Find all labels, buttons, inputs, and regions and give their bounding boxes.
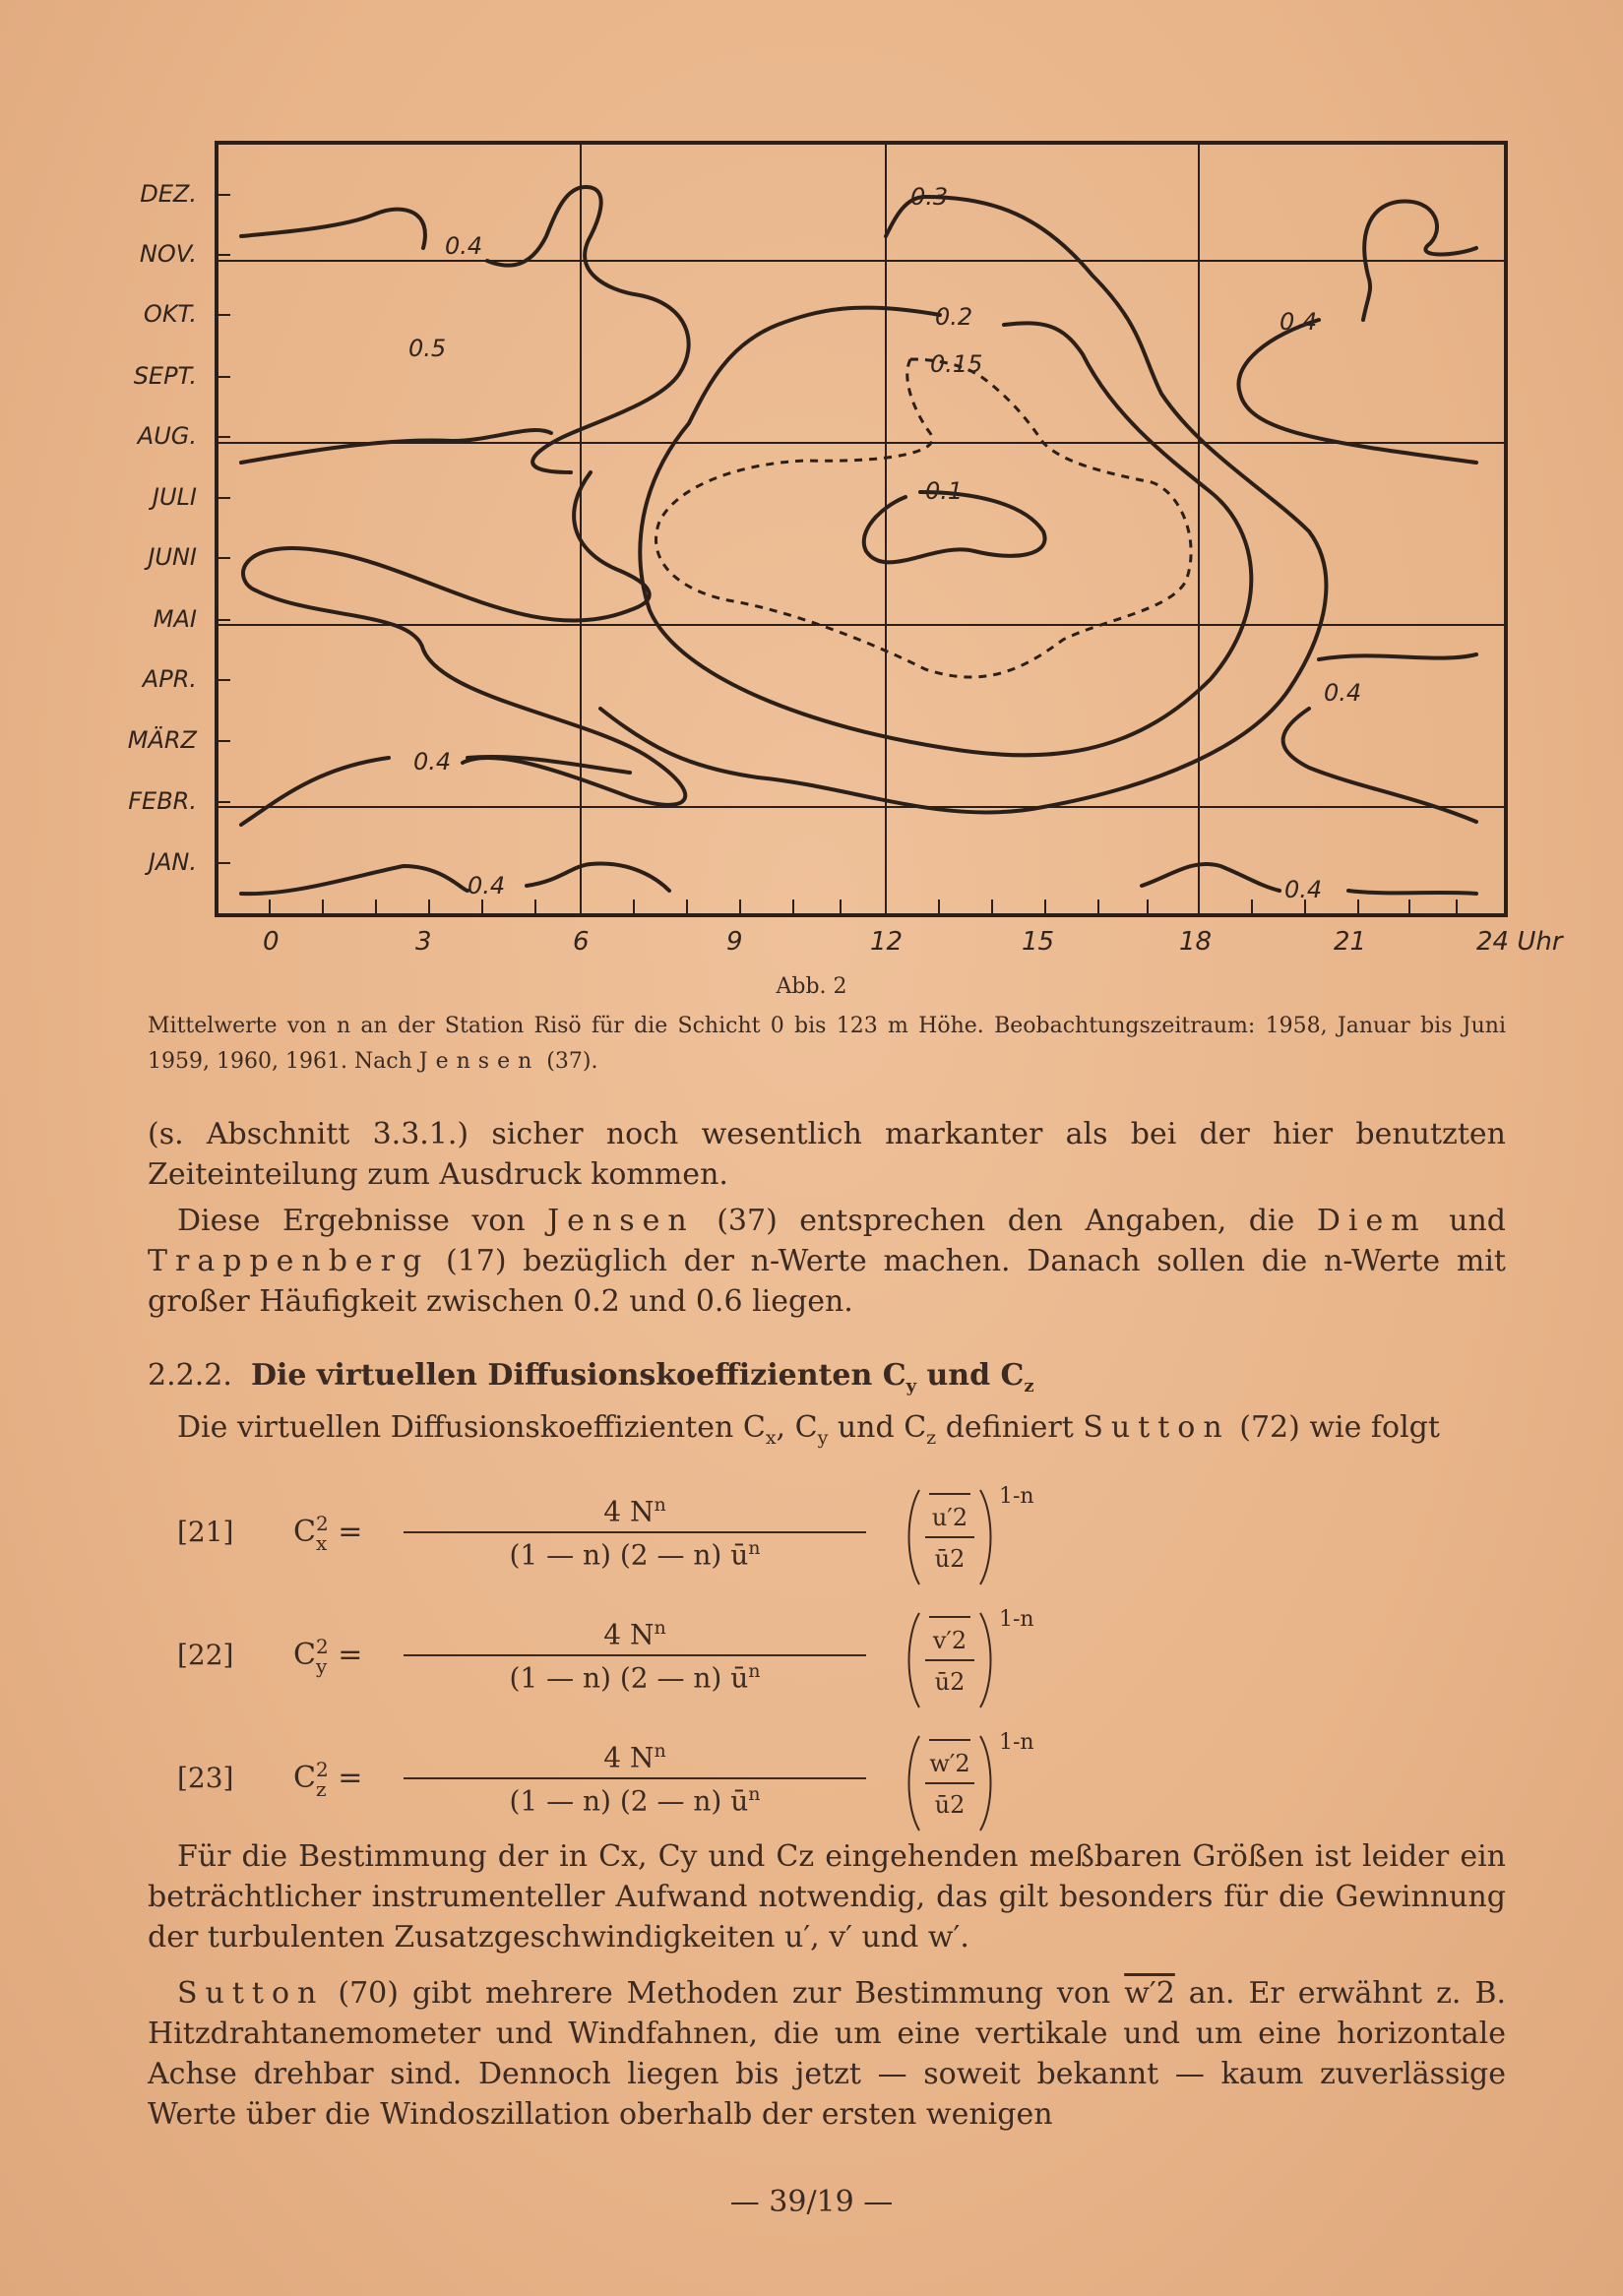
page-number: — 39/19 — [729,2185,894,2219]
y-ticks [217,195,230,863]
denominator [404,1656,866,1694]
superscript: n [654,1494,666,1516]
ratio-denominator: ū2 [934,1545,966,1573]
contour-line [241,430,551,463]
y-label: FEBR. [128,787,197,815]
contour-lines [241,187,1476,894]
subscript: y [315,1654,328,1678]
text: definiert [936,1410,1074,1445]
contour-line [527,863,669,891]
fraction [404,1494,866,1572]
subscript: z [1024,1376,1034,1396]
equation-number: [21] [177,1516,234,1548]
paragraph-intro [148,1407,1506,1458]
equals: = [338,1761,363,1795]
text: und [1449,1204,1506,1238]
ratio-term [905,1607,994,1713]
fraction [404,1740,866,1818]
contour-line [241,758,389,825]
ratio-term [905,1730,994,1836]
y-label: JAN. [148,848,197,876]
contour-label: 0.2 [935,303,973,331]
caption-text: Mittelwerte von n an der Station Risö für die Schicht 0 bis 123 m Höhe. Beobachtungszeitraum: 1958, Januar bis Juni 1959, 1960, 1961. Nach [148,1014,1506,1074]
contour-label: 0.4 [1324,679,1362,707]
outer-exponent: 1-n [999,1484,1034,1509]
text: und C [828,1410,927,1445]
author-name: Sutton [177,1976,325,2011]
text: (70) gibt mehrere Methoden zur Bestimmung von [338,1976,1111,2011]
equation-22 [177,1607,1063,1715]
ratio-denominator: ū2 [934,1668,966,1696]
y-label: NOV. [139,240,197,268]
superscript: n [748,1660,761,1683]
contour-label: 0.4 [413,748,452,776]
equation-number: [22] [177,1639,234,1671]
contour-line [487,187,689,472]
text: 4 N [603,1741,655,1774]
x-label: 15 [1022,927,1055,957]
contour-label: 0.3 [910,183,949,211]
y-label: MÄRZ [127,726,197,754]
contour-line [758,197,1326,813]
contour-label: 0.15 [930,350,983,378]
superscript: n [654,1617,666,1639]
x-label: 24 Uhr [1476,927,1563,957]
text: , C [776,1410,818,1445]
paragraph-measurement: Für die Bestimmung der in Cx, Cy und Cz eingehenden meßbaren Größen ist leider ein beträchtlicher instrumenteller Aufwand notwendig, das gilt besonders für die Gewinnung der turbulenten Zusatzgeschwindigkeiten u′, v′ und w′. [148,1839,1506,1955]
numerator [404,1494,866,1533]
subscript: x [765,1427,777,1449]
superscript: n [654,1740,666,1762]
contour-label: 0.4 [445,232,483,260]
equation-lhs [293,1514,362,1553]
x-label: 21 [1334,927,1367,957]
author-name: Diem [1316,1204,1427,1238]
equation-lhs [293,1637,362,1676]
equation-lhs [293,1760,362,1799]
paragraph-jensen [148,1201,1506,1322]
author-name: Jensen [547,1204,695,1238]
y-label: APR. [142,665,197,693]
superscript: 2 [315,1512,329,1535]
author-name: Sutton [1083,1410,1230,1445]
x-label: 18 [1179,927,1213,957]
contour-line [241,210,425,248]
equation-number: [23] [177,1762,234,1794]
text: an. Er erwähnt z. B. Hitzdrahtanemometer und Windfahnen, die um eine vertikale und um eine horizontale Achse drehbar sind. Dennoch liegen bis jetzt — soweit bekannt — kaum zuverlässige Werte über die Windoszillation oberhalb der ersten wenigen [148,1976,1506,2132]
contour-chart [0,0,1623,984]
ratio-numerator: v′2 [932,1627,968,1654]
y-label: DEZ. [140,180,197,208]
x-label: 12 [870,927,904,957]
x-label: 6 [573,927,590,957]
ratio-numerator: u′2 [931,1504,968,1531]
superscript: n [748,1783,761,1806]
section-title: und C [916,1358,1025,1393]
symbol: C [293,1638,316,1672]
subscript: x [315,1531,328,1555]
section-title: Die virtuellen Diffusionskoeffizienten C [250,1358,906,1393]
x-ticks [270,900,1457,915]
plot-frame [217,143,1506,915]
ratio-term [905,1484,994,1590]
contour-line [1238,320,1476,463]
contour-label: 0.4 [468,872,506,900]
x-axis-labels [263,927,1565,957]
contour-figure [0,0,1623,984]
text: Diese Ergebnisse von [177,1204,526,1238]
contour-line [241,866,468,894]
ratio-denominator: ū2 [934,1791,966,1819]
section-number: 2.2.2. [148,1358,232,1393]
text: Die virtuellen Diffusionskoeffizienten C [177,1410,766,1445]
text: (1 — n) (2 — n) ū [509,1538,749,1572]
x-label: 3 [415,927,432,957]
x-label: 0 [263,927,280,957]
contour-line [1283,709,1476,822]
paragraph-continuation: (s. Abschnitt 3.3.1.) sicher noch wesentlich markanter als bei der hier benutzten Zeiteinteilung zum Ausdruck kommen. [148,1117,1506,1192]
author-name: Trappenberg [148,1244,430,1278]
superscript: 2 [315,1758,329,1781]
paragraph-sutton [148,1973,1506,2135]
denominator [404,1779,866,1817]
symbol: w′2 [1124,1976,1175,2011]
fraction [404,1617,866,1695]
ratio-numerator: w′2 [929,1750,970,1777]
contour-line [1348,891,1476,894]
symbol: C [293,1761,316,1795]
outer-exponent: 1-n [999,1607,1034,1632]
y-label: OKT. [143,300,197,328]
y-label: MAI [153,605,197,633]
subscript: y [905,1376,917,1396]
contour-line [243,472,685,805]
text: (72) wie folgt [1239,1410,1440,1445]
equals: = [338,1638,363,1672]
y-label: SEPT. [133,362,197,390]
text: (1 — n) (2 — n) ū [509,1661,749,1695]
subscript: y [817,1427,829,1449]
text: (37) entsprechen den Angaben, die [717,1204,1295,1238]
contour-line-dashed [655,359,1191,677]
figure-number: Abb. 2 [776,974,847,999]
superscript: 2 [315,1635,329,1658]
equals: = [338,1515,363,1549]
y-label: AUG. [137,422,197,450]
figure-caption [148,1009,1506,1080]
text: (17) bezüglich der n-Werte machen. Danach sollen die n-Werte mit großer Häufigkeit zwischen 0.2 und 0.6 liegen. [148,1244,1506,1319]
denominator [404,1533,866,1571]
superscript: n [748,1537,761,1560]
caption-ref: (37). [546,1049,598,1074]
symbol: C [293,1515,316,1549]
subscript: z [315,1777,327,1801]
contour-line [1142,864,1280,891]
text: (1 — n) (2 — n) ū [509,1784,749,1818]
caption-author: Jensen [418,1049,540,1074]
equation-23 [177,1730,1063,1838]
x-label: 9 [726,927,743,957]
contour-label: 0.4 [1280,308,1318,336]
numerator [404,1740,866,1779]
y-axis-labels [128,180,198,876]
section-heading [148,1358,1506,1396]
grid [217,143,1506,915]
numerator [404,1617,866,1656]
contour-line [1319,654,1476,659]
contour-label: 0.4 [1284,876,1323,903]
y-label: JULI [152,483,197,511]
subscript: z [926,1427,937,1449]
y-label: JUNI [148,543,197,571]
outer-exponent: 1-n [999,1730,1034,1755]
contour-label: 0.5 [408,335,447,362]
text: 4 N [603,1495,655,1528]
text: 4 N [603,1618,655,1651]
contour-label: 0.1 [925,477,964,505]
equation-21 [177,1484,1063,1592]
